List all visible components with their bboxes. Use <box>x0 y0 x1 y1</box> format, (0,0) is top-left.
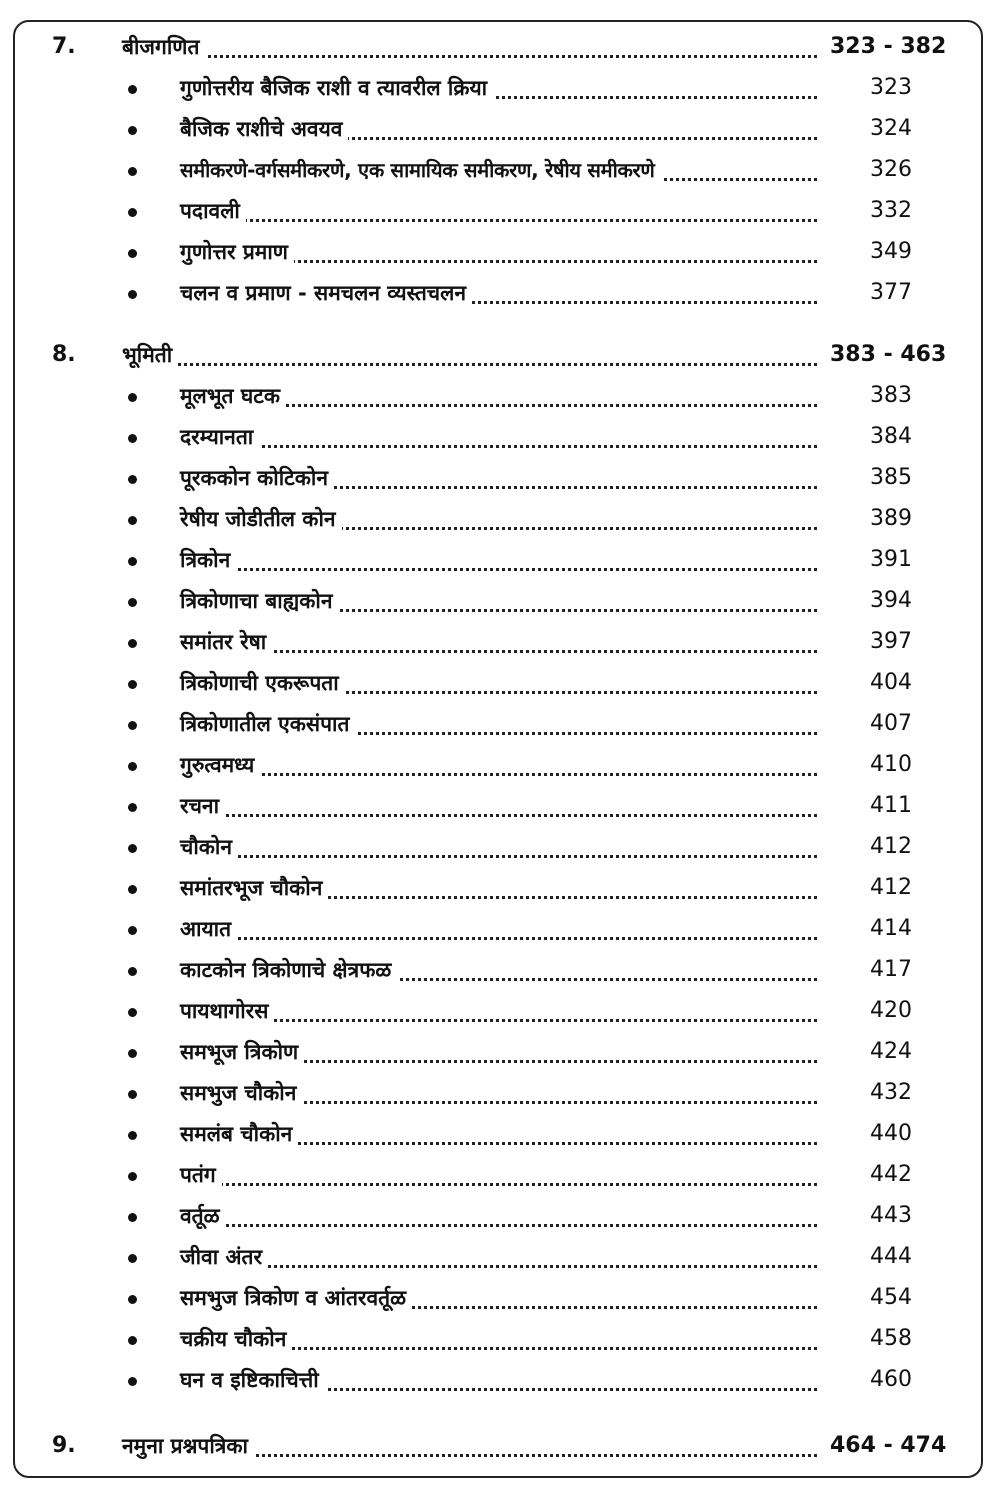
bullet-icon <box>128 1254 137 1263</box>
entry-title: चक्रीय चौकोन <box>180 1324 292 1354</box>
entry-title: समांतर रेषा <box>180 627 272 657</box>
bullet-icon <box>128 1295 137 1304</box>
dot-leader <box>185 1265 817 1268</box>
toc-entry[interactable] <box>0 233 1000 273</box>
bullet-icon <box>128 1213 137 1222</box>
chapter-title: बीजगणित <box>122 32 205 62</box>
bullet-icon <box>128 721 137 730</box>
entry-page: 424 <box>870 1039 912 1064</box>
entry-page: 407 <box>870 711 912 736</box>
bullet-icon <box>128 1336 137 1345</box>
dot-leader <box>125 363 817 366</box>
entry-title: समभूज त्रिकोण <box>180 1037 304 1067</box>
dot-leader <box>185 855 817 858</box>
toc-entry[interactable] <box>0 1361 1000 1401</box>
entry-title: रेषीय जोडीतील कोन <box>180 504 342 534</box>
bullet-icon <box>128 844 137 853</box>
entry-page: 440 <box>870 1121 912 1146</box>
chapter-title: भूमिती <box>122 340 178 370</box>
entry-title: रचना <box>180 791 225 821</box>
entry-title: बैजिक राशीचे अवयव <box>180 114 348 144</box>
toc-entry[interactable] <box>0 828 1000 868</box>
toc-entry[interactable] <box>0 418 1000 458</box>
bullet-icon <box>128 885 137 894</box>
entry-page: 454 <box>870 1285 912 1310</box>
toc-entry[interactable] <box>0 1033 1000 1073</box>
bullet-icon <box>128 1172 137 1181</box>
toc-entry[interactable] <box>0 69 1000 109</box>
toc-entry[interactable] <box>0 910 1000 950</box>
toc-entry[interactable] <box>0 1156 1000 1196</box>
entry-title: गुणोत्तरीय बैजिक राशी व त्यावरील क्रिया <box>180 73 493 103</box>
toc-entry[interactable] <box>0 1197 1000 1237</box>
toc-entry[interactable] <box>0 582 1000 622</box>
entry-page: 444 <box>870 1244 912 1269</box>
toc-entry[interactable] <box>0 459 1000 499</box>
bullet-icon <box>128 926 137 935</box>
entry-page: 412 <box>870 875 912 900</box>
entry-title: त्रिकोन <box>180 545 236 575</box>
bullet-icon <box>128 85 137 94</box>
entry-title: समभुज त्रिकोण व आंतरवर्तूळ <box>180 1283 412 1313</box>
entry-page: 323 <box>870 75 912 100</box>
entry-page: 410 <box>870 752 912 777</box>
chapter-page-range: 323 - 382 <box>830 34 947 59</box>
entry-page: 404 <box>870 670 912 695</box>
dot-leader <box>185 568 817 571</box>
entry-title: पूरककोन कोटिकोन <box>180 463 334 493</box>
entry-page: 349 <box>870 239 912 264</box>
dot-leader <box>125 55 817 58</box>
bullet-icon <box>128 516 137 525</box>
entry-title: समलंब चौकोन <box>180 1119 298 1149</box>
entry-title: वर्तूळ <box>180 1201 226 1231</box>
entry-title: चलन व प्रमाण - समचलन व्यस्तचलन <box>180 278 472 308</box>
entry-page: 394 <box>870 588 912 613</box>
bullet-icon <box>128 639 137 648</box>
toc-entry[interactable] <box>0 1320 1000 1360</box>
entry-title: काटकोन त्रिकोणाचे क्षेत्रफळ <box>180 955 397 985</box>
entry-title: चौकोन <box>180 832 238 862</box>
entry-page: 443 <box>870 1203 912 1228</box>
chapter-number: 8. <box>52 342 76 367</box>
entry-page: 389 <box>870 506 912 531</box>
toc-entry[interactable] <box>0 869 1000 909</box>
bullet-icon <box>128 208 137 217</box>
toc-chapter-row[interactable] <box>0 1427 1000 1467</box>
dot-leader <box>185 650 817 653</box>
bullet-icon <box>128 434 137 443</box>
entry-title: गुणोत्तर प्रमाण <box>180 237 294 267</box>
bullet-icon <box>128 557 137 566</box>
toc-entry[interactable] <box>0 787 1000 827</box>
bullet-icon <box>128 167 137 176</box>
dot-leader <box>185 1019 817 1022</box>
bullet-icon <box>128 1377 137 1386</box>
dot-leader <box>185 445 817 448</box>
toc-entry[interactable] <box>0 664 1000 704</box>
entry-page: 383 <box>870 383 912 408</box>
entry-page: 417 <box>870 957 912 982</box>
bullet-icon <box>128 393 137 402</box>
entry-title: घन व इष्टिकाचित्ती <box>180 1365 325 1395</box>
entry-title: त्रिकोणाची एकरूपता <box>180 668 345 698</box>
bullet-icon <box>128 762 137 771</box>
toc-entry[interactable] <box>0 192 1000 232</box>
dot-leader <box>185 814 817 817</box>
bullet-icon <box>128 680 137 689</box>
toc-entry[interactable] <box>0 500 1000 540</box>
entry-title: समीकरणे-वर्गसमीकरणे, एक सामायिक समीकरण, रेषीय समीकरणे <box>180 155 661 185</box>
toc-entry[interactable] <box>0 746 1000 786</box>
entry-page: 442 <box>870 1162 912 1187</box>
entry-page: 324 <box>870 116 912 141</box>
entry-title: मूलभूत घटक <box>180 381 286 411</box>
entry-page: 432 <box>870 1080 912 1105</box>
entry-page: 326 <box>870 157 912 182</box>
chapter-title: नमुना प्रश्नपत्रिका <box>122 1431 254 1461</box>
toc-entry[interactable] <box>0 541 1000 581</box>
chapter-page-range: 383 - 463 <box>830 342 947 367</box>
entry-page: 412 <box>870 834 912 859</box>
entry-title: पतंग <box>180 1160 222 1190</box>
bullet-icon <box>128 1090 137 1099</box>
toc-entry[interactable] <box>0 1238 1000 1278</box>
entry-page: 391 <box>870 547 912 572</box>
dot-leader <box>185 773 817 776</box>
toc-entry[interactable] <box>0 992 1000 1032</box>
entry-title: दरम्यानता <box>180 422 259 452</box>
entry-page: 385 <box>870 465 912 490</box>
bullet-icon <box>128 475 137 484</box>
entry-title: आयात <box>180 914 237 944</box>
bullet-icon <box>128 803 137 812</box>
toc-entry[interactable] <box>0 274 1000 314</box>
toc-entry[interactable] <box>0 1074 1000 1114</box>
toc-entry[interactable] <box>0 1115 1000 1155</box>
entry-title: पायथागोरस <box>180 996 274 1026</box>
toc-entry[interactable] <box>0 951 1000 991</box>
entry-page: 377 <box>870 280 912 305</box>
toc-entry[interactable] <box>0 623 1000 663</box>
entry-page: 414 <box>870 916 912 941</box>
entry-page: 384 <box>870 424 912 449</box>
bullet-icon <box>128 598 137 607</box>
bullet-icon <box>128 290 137 299</box>
entry-title: पदावली <box>180 196 246 226</box>
bullet-icon <box>128 967 137 976</box>
entry-title: समभुज चौकोन <box>180 1078 302 1108</box>
toc-chapter-row[interactable] <box>0 336 1000 376</box>
entry-title: समांतरभूज चौकोन <box>180 873 328 903</box>
entry-page: 420 <box>870 998 912 1023</box>
entry-title: त्रिकोणातील एकसंपात <box>180 709 355 739</box>
entry-page: 458 <box>870 1326 912 1351</box>
entry-title: जीवा अंतर <box>180 1242 268 1272</box>
entry-page: 397 <box>870 629 912 654</box>
bullet-icon <box>128 1008 137 1017</box>
toc-entry[interactable] <box>0 705 1000 745</box>
entry-page: 411 <box>870 793 912 818</box>
toc-entry[interactable] <box>0 151 1000 191</box>
bullet-icon <box>128 249 137 258</box>
chapter-number: 7. <box>52 34 76 59</box>
toc-entry[interactable] <box>0 110 1000 150</box>
dot-leader <box>185 1224 817 1227</box>
entry-title: त्रिकोणाचा बाह्यकोन <box>180 586 338 616</box>
entry-title: गुरुत्वमध्य <box>180 750 260 780</box>
dot-leader <box>185 937 817 940</box>
dot-leader <box>185 1183 817 1186</box>
toc-entry[interactable] <box>0 377 1000 417</box>
toc-entry[interactable] <box>0 1279 1000 1319</box>
entry-page: 332 <box>870 198 912 223</box>
dot-leader <box>185 219 817 222</box>
bullet-icon <box>128 126 137 135</box>
chapter-number: 9. <box>52 1433 76 1458</box>
entry-page: 460 <box>870 1367 912 1392</box>
toc-chapter-row[interactable] <box>0 28 1000 68</box>
bullet-icon <box>128 1131 137 1140</box>
chapter-page-range: 464 - 474 <box>830 1433 947 1458</box>
bullet-icon <box>128 1049 137 1058</box>
